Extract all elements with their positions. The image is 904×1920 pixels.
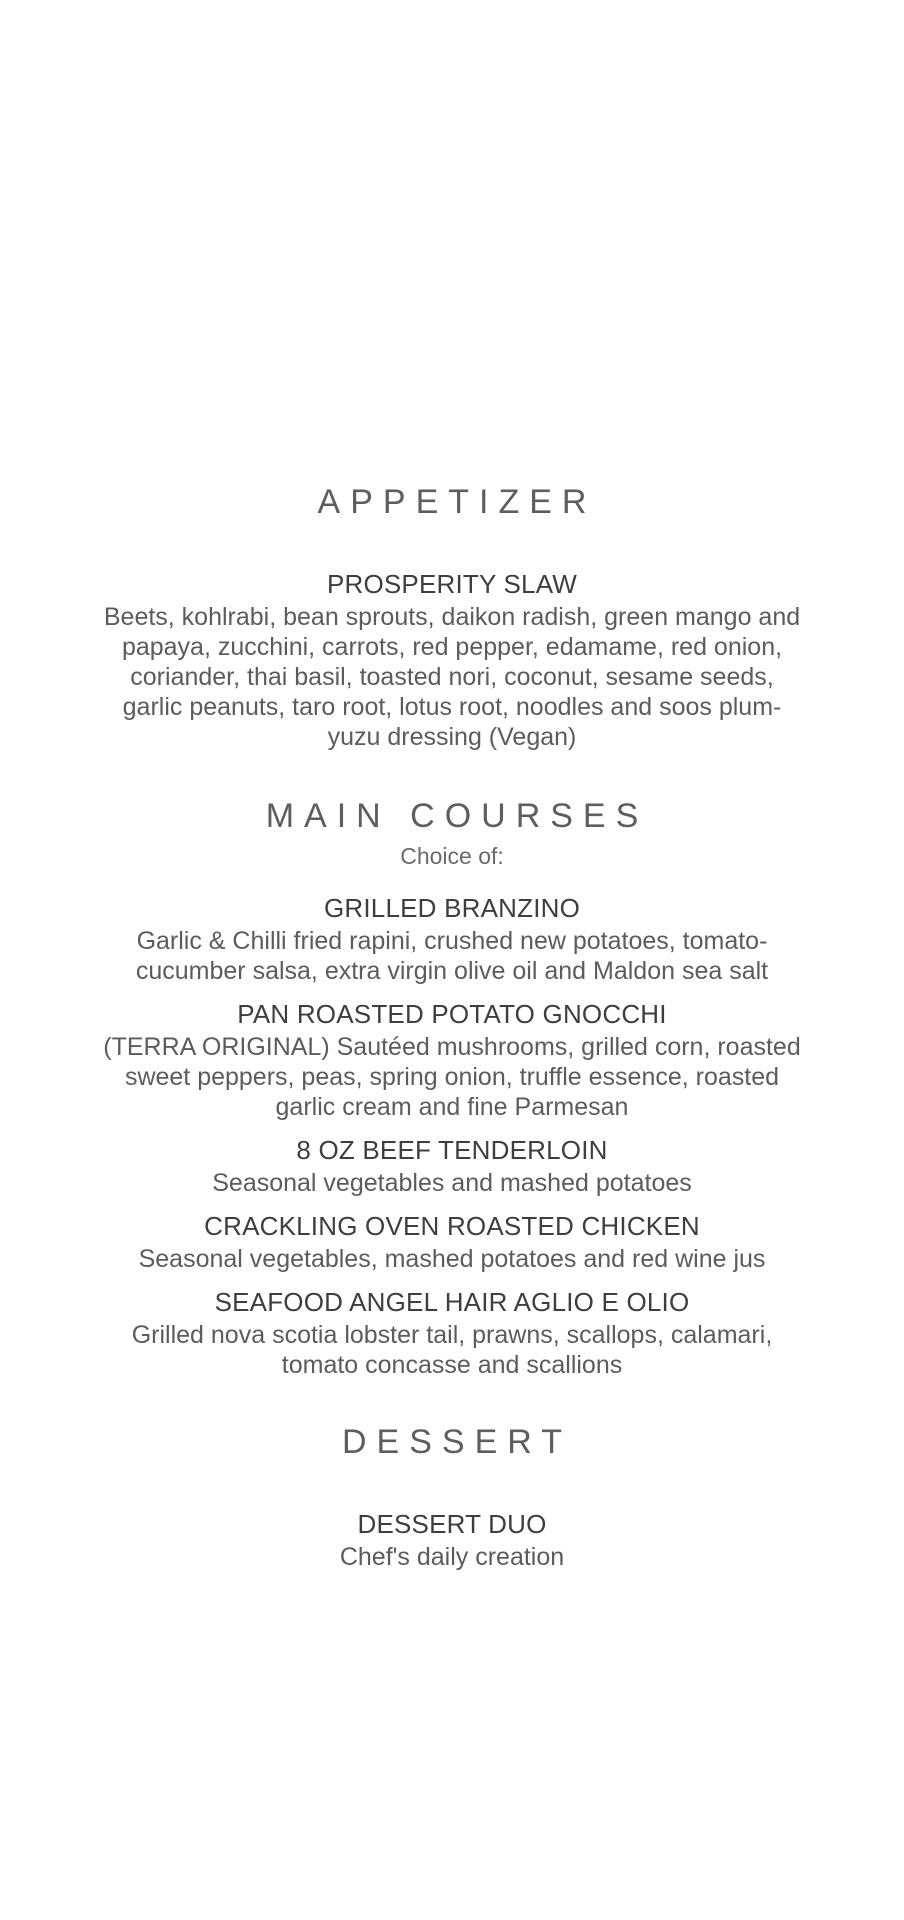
item-name: GRILLED BRANZINO bbox=[323, 893, 581, 923]
item-description: Seasonal vegetables, mashed potatoes and red wine jus bbox=[138, 1245, 766, 1273]
main-courses-title: MAIN COURSES bbox=[265, 797, 649, 835]
menu-item bbox=[102, 1284, 802, 1380]
menu-item bbox=[102, 1208, 802, 1274]
item-name: 8 OZ BEEF TENDERLOIN bbox=[296, 1135, 608, 1165]
item-description: Seasonal vegetables and mashed potatoes bbox=[212, 1169, 692, 1197]
menu-item bbox=[102, 890, 802, 986]
item-description: (TERRA ORIGINAL) Sautéed mushrooms, grilled corn, roasted sweet peppers, peas, spring onion, truffle essence, roasted garlic cream and fine Parmesan bbox=[103, 1033, 801, 1121]
dessert-section bbox=[0, 1418, 904, 1572]
item-description: Garlic & Chilli fried rapini, crushed new potatoes, tomato-cucumber salsa, extra virgin olive oil and Maldon sea salt bbox=[135, 927, 769, 985]
main-courses-subtitle: Choice of: bbox=[400, 843, 504, 869]
item-description: Grilled nova scotia lobster tail, prawns, scallops, calamari, tomato concasse and scallions bbox=[131, 1321, 773, 1379]
menu-item bbox=[102, 1506, 802, 1572]
item-name: PAN ROASTED POTATO GNOCCHI bbox=[237, 999, 667, 1029]
dessert-title: DESSERT bbox=[342, 1423, 572, 1461]
appetizer-section bbox=[0, 478, 904, 752]
item-name: SEAFOOD ANGEL HAIR AGLIO E OLIO bbox=[214, 1287, 690, 1317]
item-description: Beets, kohlrabi, bean sprouts, daikon radish, green mango and papaya, zucchini, carrots, red pepper, edamame, red onion, coriander, thai basil, toasted nori, coconut, sesame seeds, garlic peanuts, taro root, lotus root, noodles and soos plum-yuzu dressing (Vegan) bbox=[103, 603, 801, 751]
menu-item bbox=[102, 566, 802, 752]
item-name: PROSPERITY SLAW bbox=[326, 569, 578, 599]
item-name: DESSERT DUO bbox=[357, 1509, 547, 1539]
main-courses-section bbox=[0, 792, 904, 1380]
menu-item bbox=[102, 1132, 802, 1198]
item-description: Chef's daily creation bbox=[339, 1543, 565, 1571]
menu-item bbox=[102, 996, 802, 1122]
item-name: CRACKLING OVEN ROASTED CHICKEN bbox=[204, 1211, 700, 1241]
appetizer-title: APPETIZER bbox=[317, 483, 597, 521]
menu bbox=[0, 478, 904, 1572]
